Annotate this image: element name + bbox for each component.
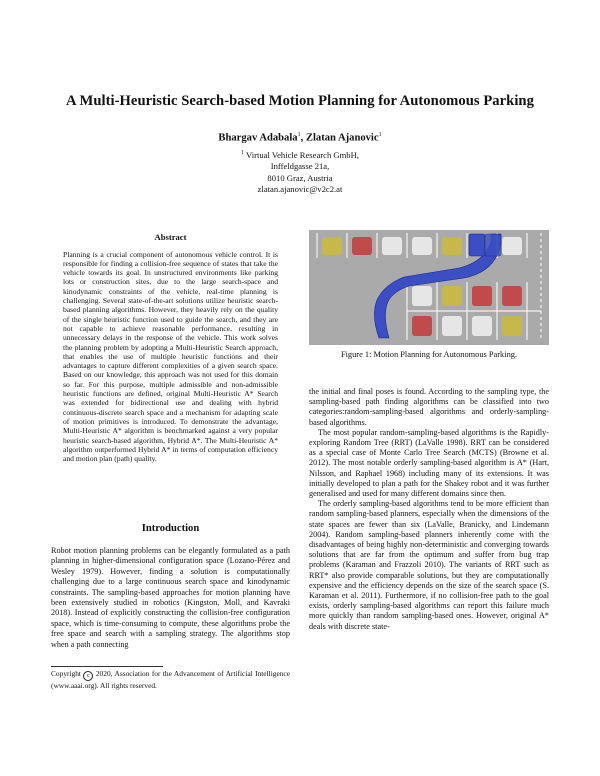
car (412, 316, 432, 336)
car (442, 237, 462, 255)
affiliation-org: Virtual Vehicle Research GmbH, (246, 149, 359, 160)
car (382, 237, 402, 255)
author-affiliation-marker: 1 (297, 132, 301, 138)
copyright-text: 2020, Association for the Advancement of Artificial Intelligence (www.aaai.org). All rights reserved. (51, 669, 290, 690)
author-affiliation-marker: 1 (378, 132, 382, 138)
abstract-text: Planning is a crucial component of autonomous vehicle control. It is responsible for finding a collision-free sequence of states that take the vehicle towards its goal. In unstructured environments like parking lots or construction sites, due to the large search-space and kinodynamic constraints of the vehicle, real-time planning is challenging. Several state-of-the-art solutions utilize heuristic search-based planning algorithms. However, they heavily rely on the quality of the single heuristic function used to guide the search, and they are not capable to achieve reasonable performance, resulting in unnecessary delays in the response of the vehicle. This work solves the planning problem by adopting a Multi-Heuristic Search approach, that enables the use of multiple heuristic functions and their advantages to capture different complexities of a given search space. Based on our knowledge, this approach was not used for this domain so far. For this purpose, multiple admissible and non-admissible heuristic functions are defined, original Multi-Heuristic A* Search was extended for bidirectional use and dealing with hybrid continuous-discrete search space and a mechanism for adapting scale of motion primitives is introduced. To demonstrate the advantage, Multi-Heuristic A* algorithm is benchmarked against a very popular heuristic search-based algorithm, Hybrid A*. The Multi-Heuristic A* algorithm outperformed Hybrid A* in terms of computation efficiency and motion plan (path) quality. (63, 249, 278, 464)
car (412, 237, 432, 255)
car (472, 286, 492, 306)
right-column-text (309, 387, 549, 632)
car (502, 316, 522, 336)
author-name: Bhargav Adabala (218, 132, 298, 144)
car (442, 316, 462, 336)
introduction-text: Robot motion planning problems can be elegantly formulated as a path planning in higher-dimensional configuration space (Lozano-Pérez and Wesley 1979). However, finding a solution is computationally challenging due to a large continuous search space and kinodynamic constraints. The sampling-based approaches for motion planning have been extensively studied in robotics (Kingston, Moll, and Kavraki 2018). Instead of explicitly constructing the collision-free configuration space, which is time-consuming to compute, these algorithms probe the free space and search with a sampling strategy. The algorithms stop when a path connecting (51, 546, 290, 649)
affiliation (0, 148, 600, 195)
copyright-prefix: Copyright (51, 669, 81, 678)
abstract-section (51, 233, 290, 463)
footnote-rule (51, 666, 163, 667)
car (472, 316, 492, 336)
parking-figure (309, 230, 549, 345)
car (352, 237, 372, 255)
car (502, 286, 522, 306)
paragraph: The most popular random-sampling-based algorithms is the Rapidly-exploring Random Tree (RRT) (LaValle 1998). RRT can be considered as a special case of Monte Carlo Tree Search (MCTS) (Browne et al. 2012). The most notable orderly sampling-based algorithm is A* (Hart, Nilsson, and Raphael 1968) including many of its extensions. It was initially developed to plan a path for the Shakey robot and it was further generalised and used for many different domains since then. (309, 427, 549, 499)
affiliation-line (0, 148, 600, 161)
author-list (0, 132, 600, 144)
figure-caption: Figure 1: Motion Planning for Autonomous Parking. (340, 350, 518, 359)
car (412, 286, 432, 306)
car (442, 286, 462, 306)
paper-title: A Multi-Heuristic Search-based Motion Planning for Autonomous Parking (66, 93, 534, 109)
abstract-heading: Abstract (154, 232, 187, 242)
affiliation-street: Inffeldgasse 21a, (270, 161, 330, 172)
paragraph: the initial and final poses is found. According to the sampling type, the sampling-based path finding algorithms can be classified into two categories:random-sampling-based algorithms and orderly-sampling-based algorithms. (309, 387, 549, 427)
copyright-notice (51, 669, 290, 691)
car (502, 237, 522, 255)
affiliation-city: 8010 Graz, Austria (267, 172, 333, 183)
paragraph: The orderly sampling-based algorithms tend to be more efficient than random sampling-based planners, especially when the dimensions of the state spaces are fewer than six (LaValle, Branicky, and Lindemann 2004). Random sampling-based planners inherently come with the disadvantages of being highly non-deterministic and converging towards solutions that are far from the optimum and suffer from bug trap problems (Karaman and Frazzoli 2010). The variants of RRT such as RRT* also provide comparable solutions, but they are computationally expensive and the efficiency depends on the size of the search space (S. Karaman et al. 2011). Furthermore, if no collision-free path to the goal exists, orderly sampling-based algorithms can report this failure much more quickly than random sampling-based ones. However, original A* deals with discrete state- (309, 499, 549, 631)
car (322, 237, 342, 255)
affiliation-marker: 1 (241, 150, 245, 156)
affiliation-email: zlatan.ajanovic@v2c2.at (257, 184, 343, 195)
introduction-heading: Introduction (141, 523, 200, 534)
author-name: , Zlatan Ajanovic (300, 132, 379, 144)
copyright-symbol: c (83, 671, 93, 681)
